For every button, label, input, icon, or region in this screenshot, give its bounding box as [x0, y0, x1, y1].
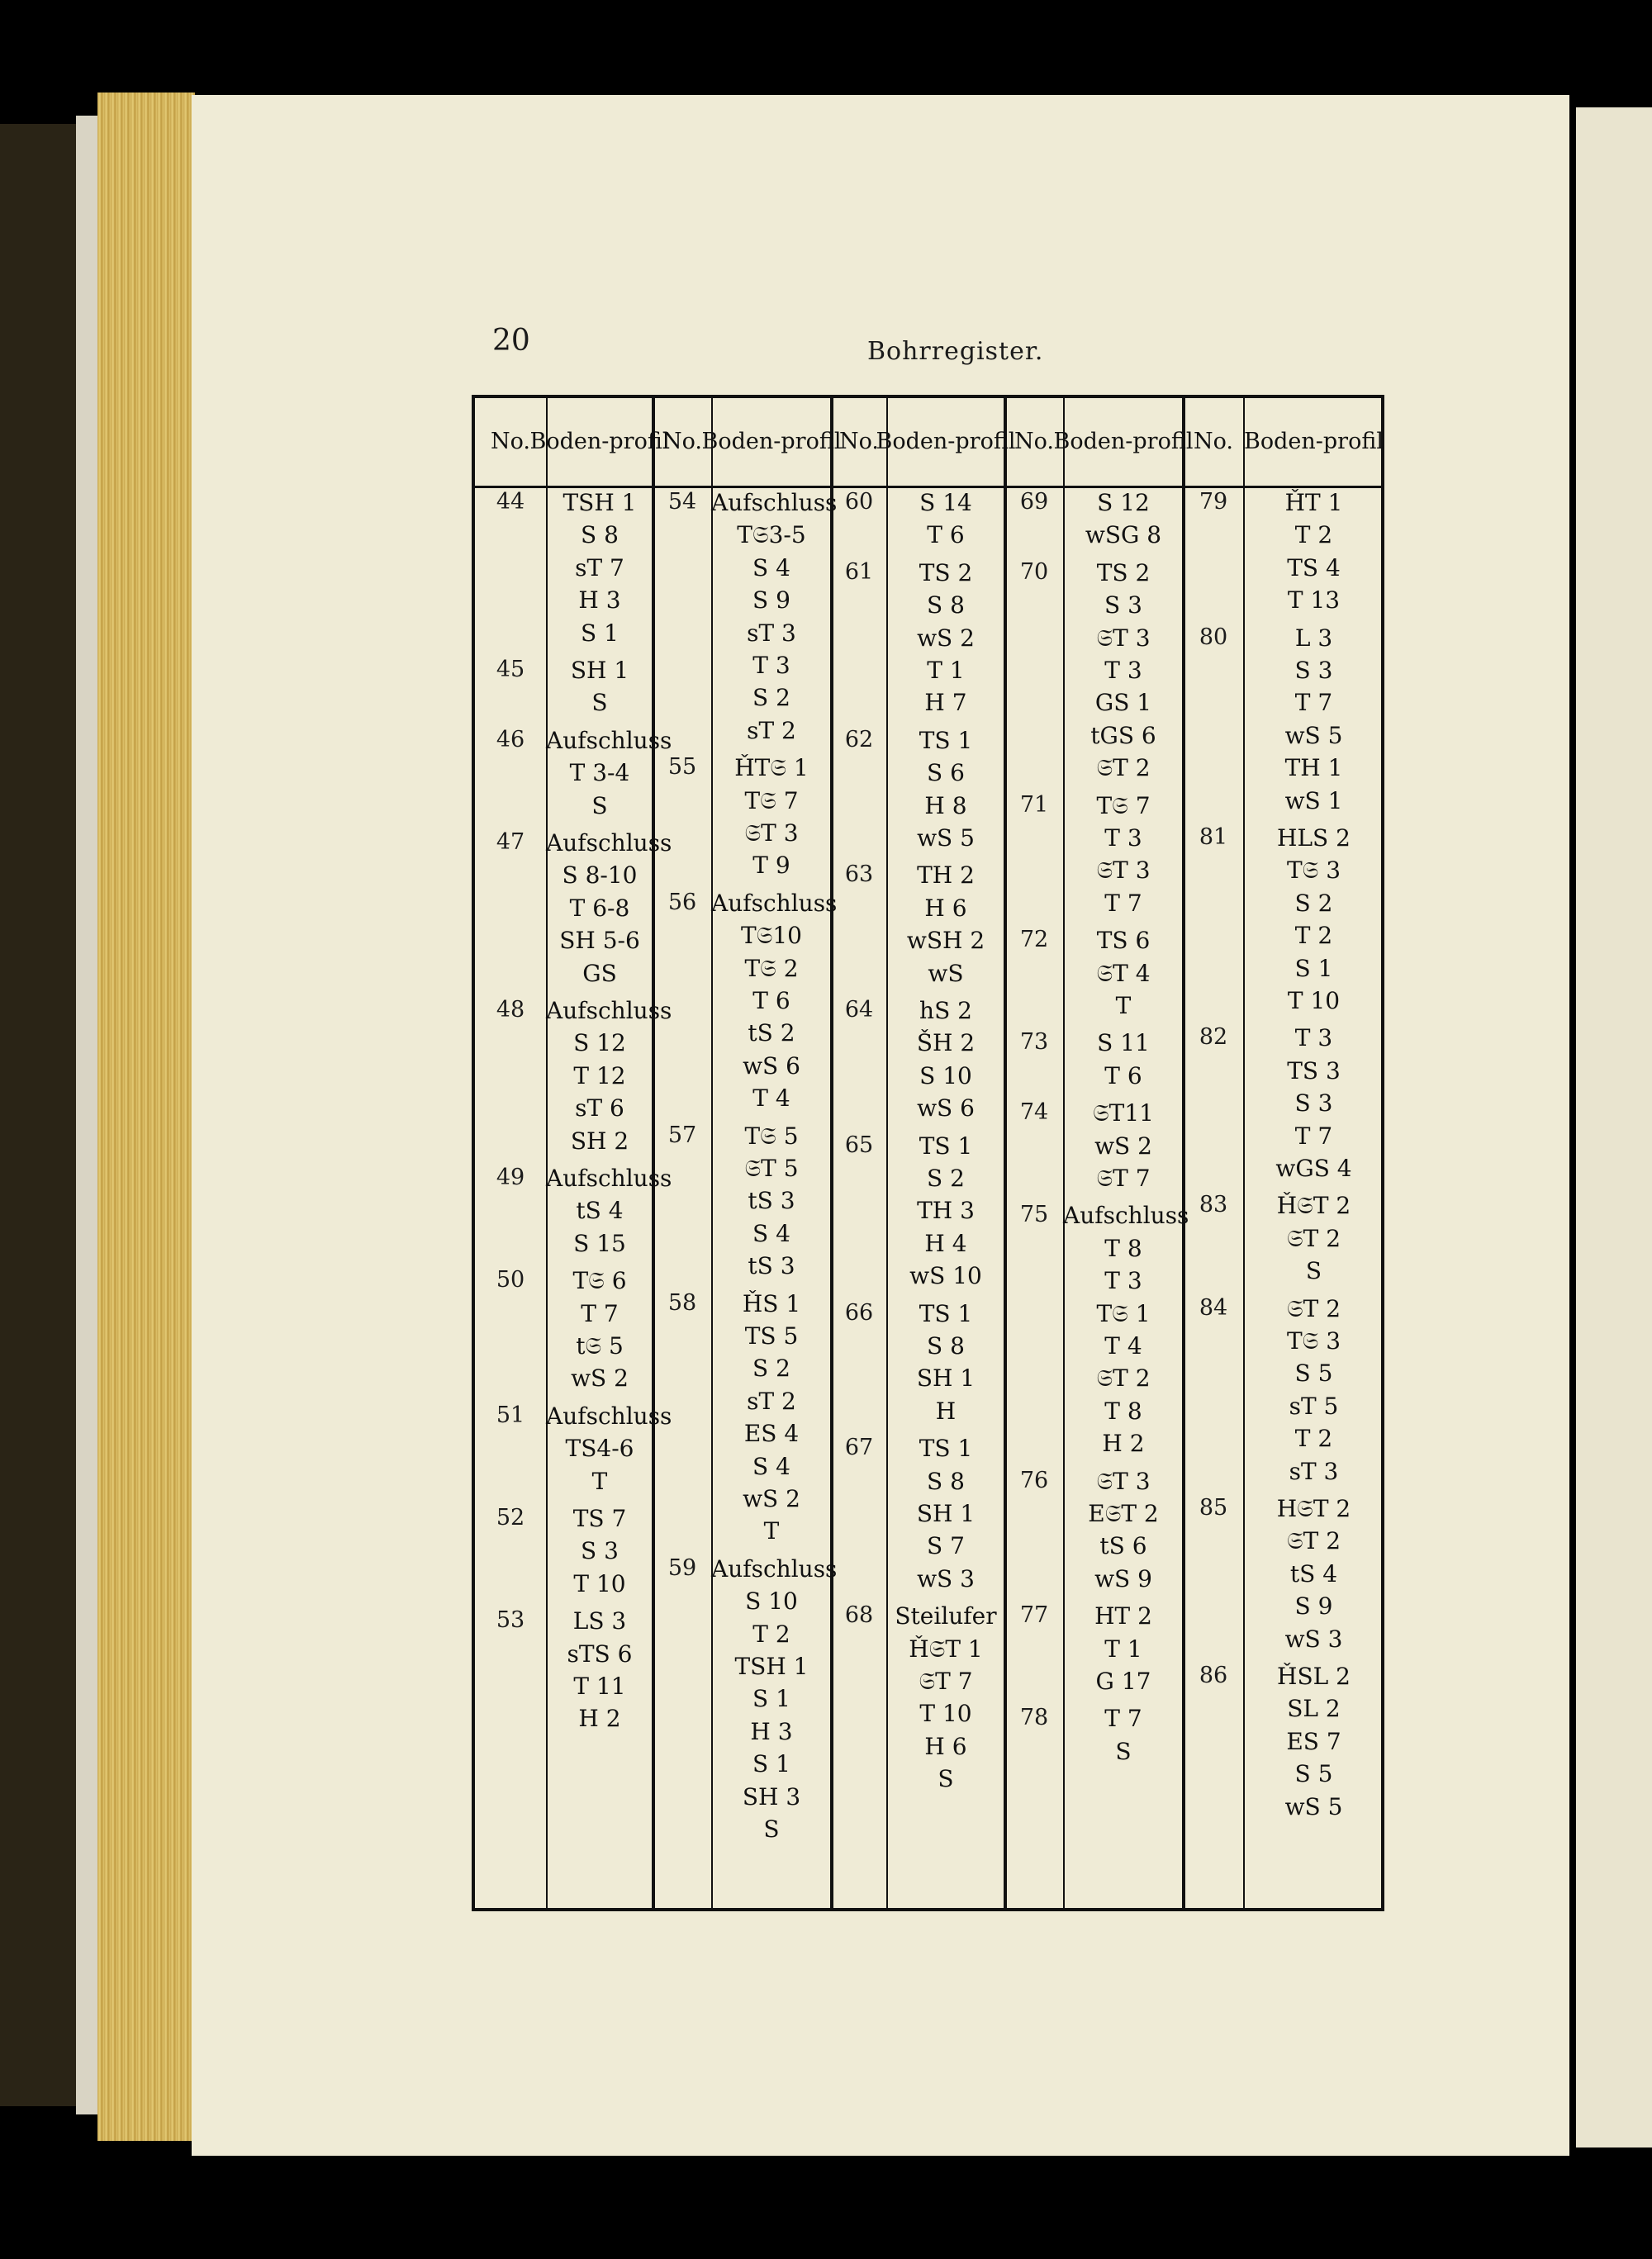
bohrung-number: 47 — [496, 829, 525, 855]
profile-layer: wS 3 — [1284, 1625, 1343, 1653]
profile-layer: TS 2 — [1096, 558, 1151, 586]
profile-layer: T 2 — [1294, 1425, 1333, 1453]
profile-layer: wS 10 — [909, 1262, 982, 1290]
profile-layer: S 8 — [927, 1467, 965, 1495]
profile-layer: ȞSL 2 — [1277, 1663, 1351, 1690]
profile-layer: sT 2 — [747, 1387, 796, 1415]
header-no: No. — [1014, 429, 1054, 454]
profile-layer: H 4 — [924, 1229, 967, 1257]
profile-layer: 𝔖T 2 — [1096, 1364, 1151, 1393]
profile-layer: H 3 — [578, 586, 621, 615]
bohrung-number: 59 — [667, 1554, 697, 1581]
page-number: 20 — [492, 324, 530, 358]
profile-layer: ȞT 1 — [1284, 489, 1343, 516]
profile-layer: T 8 — [1104, 1234, 1142, 1262]
profile-layer: S 12 — [1097, 489, 1150, 516]
bohrung-number: 81 — [1199, 824, 1228, 850]
bohrung-number: 67 — [844, 1435, 874, 1461]
header-bodenprofil — [1053, 398, 1194, 486]
profile-layer: L 3 — [1294, 624, 1333, 652]
profile-layer: TS 1 — [919, 1435, 973, 1463]
profile-layer: wS 6 — [917, 1094, 975, 1122]
profile-layer: T𝔖 7 — [744, 786, 799, 814]
profile-layer: T 7 — [1104, 889, 1142, 917]
profile-layer: ŠH 2 — [916, 1029, 976, 1057]
profile-layer: S — [591, 791, 608, 819]
profile-layer: 𝔖T 4 — [1096, 959, 1151, 987]
profile-layer: SL 2 — [1287, 1695, 1341, 1723]
profile-layer: H 3 — [750, 1717, 793, 1745]
bohrung-number: 85 — [1199, 1495, 1228, 1521]
bohrung-number: 77 — [1019, 1602, 1049, 1629]
bohrung-number: 84 — [1199, 1294, 1228, 1321]
profile-layer: Aufschluss — [546, 1165, 672, 1192]
profile-layer: ȞS 1 — [742, 1289, 801, 1317]
bohrung-number: 66 — [844, 1299, 874, 1326]
bohrung-number: 45 — [496, 657, 525, 682]
bohrung-number: 58 — [667, 1289, 697, 1316]
profile-layer: tS 4 — [576, 1197, 624, 1225]
bohrung-number: 54 — [667, 489, 697, 515]
profile-layer: wS 9 — [1094, 1564, 1152, 1592]
profile-layer: Aufschluss — [546, 726, 672, 754]
profile-layer: T𝔖 2 — [744, 954, 799, 982]
profile-layer: T𝔖 3 — [1286, 857, 1341, 885]
profile-layer: 𝔖T 7 — [1096, 1165, 1151, 1192]
bohrung-number: 82 — [1199, 1024, 1228, 1051]
profile-layer: tS 6 — [1099, 1532, 1147, 1560]
profile-layer: LS 3 — [572, 1607, 627, 1635]
profile-layer: H — [935, 1397, 957, 1425]
profile-layer: TS4-6 — [565, 1435, 634, 1463]
profile-layer: SH 1 — [570, 657, 629, 684]
profile-layer: T — [763, 1517, 780, 1545]
profile-layer: wSH 2 — [906, 927, 985, 955]
bohrregister-table — [472, 395, 1384, 1911]
profile-layer: t𝔖 5 — [576, 1332, 624, 1360]
profile-layer: S 2 — [927, 1165, 965, 1192]
profile-layer: Aufschluss — [711, 1554, 838, 1583]
profile-layer: SH 1 — [916, 1500, 976, 1527]
profile-layer: 𝔖T 2 — [1096, 754, 1151, 782]
bohrung-number: 68 — [844, 1602, 874, 1629]
profile-layer: HT 2 — [1094, 1602, 1152, 1630]
profile-layer: S 14 — [919, 489, 972, 516]
profile-layer: T 4 — [752, 1084, 790, 1113]
bohrung-number: 48 — [496, 997, 525, 1023]
profile-layer: S 6 — [927, 759, 965, 787]
bohrung-number: 78 — [1019, 1705, 1049, 1731]
profile-layer: T 7 — [1294, 1122, 1333, 1150]
profile-layer: TSH 1 — [563, 489, 637, 516]
header-label-line: profil — [781, 429, 842, 454]
profile-layer: S 1 — [752, 1685, 790, 1713]
profile-layer: Ȟ𝔖T 2 — [1276, 1192, 1351, 1220]
profile-layer: T 1 — [927, 657, 965, 684]
profile-layer: Aufschluss — [1063, 1202, 1189, 1230]
profile-layer: S 3 — [1104, 591, 1142, 619]
profile-layer: wS — [928, 959, 964, 987]
profile-layer: T𝔖 6 — [572, 1267, 627, 1295]
profile-layer: GS — [582, 959, 617, 987]
bohrung-number: 79 — [1199, 489, 1228, 515]
bohrung-number: 52 — [496, 1505, 525, 1531]
profile-layer: hS 2 — [919, 997, 972, 1024]
profile-layer: sT 3 — [1289, 1457, 1339, 1485]
profile-layer: TS 6 — [1096, 927, 1151, 955]
profile-layer: S 12 — [573, 1029, 626, 1057]
profile-layer: Aufschluss — [546, 997, 672, 1024]
bohrung-number: 83 — [1199, 1192, 1228, 1218]
profile-layer: TS 4 — [1287, 553, 1341, 581]
profile-layer: TH 1 — [1284, 754, 1343, 782]
profile-layer: T 3 — [1104, 824, 1142, 852]
profile-layer: S — [1115, 1737, 1132, 1765]
profile-layer: 𝔖T 2 — [1286, 1294, 1341, 1322]
bohrung-number: 53 — [496, 1607, 525, 1634]
profile-layer: T 7 — [1294, 689, 1333, 717]
profile-layer: Aufschluss — [546, 1402, 672, 1430]
profile-layer: S — [763, 1815, 780, 1843]
profile-layer: T 2 — [1294, 922, 1333, 950]
header-label-line: profil — [955, 429, 1016, 454]
profile-layer: wS 2 — [743, 1485, 800, 1512]
facing-page-edge — [1576, 107, 1652, 2147]
profile-layer: S 3 — [581, 1537, 619, 1565]
profile-layer: tS 3 — [748, 1252, 795, 1280]
profile-layer: S 2 — [1294, 889, 1333, 917]
profile-layer: S 9 — [752, 586, 790, 615]
bohrung-number: 72 — [1019, 927, 1049, 953]
profile-layer: SH 3 — [742, 1782, 801, 1811]
header-no: No. — [839, 429, 879, 454]
profile-layer: T𝔖 7 — [1096, 791, 1151, 819]
profile-layer: sT 3 — [747, 619, 796, 647]
profile-layer: TSH 1 — [734, 1653, 809, 1680]
profile-layer: S 4 — [752, 1219, 790, 1247]
profile-layer: Aufschluss — [711, 489, 838, 516]
profile-layer: S 8 — [581, 521, 619, 549]
profile-layer: S — [591, 689, 608, 717]
profile-layer: TS 1 — [919, 1132, 973, 1160]
profile-layer: S 1 — [752, 1750, 790, 1778]
profile-layer: ES 7 — [1286, 1727, 1341, 1755]
profile-layer: T 3 — [1104, 657, 1142, 684]
profile-layer: S 3 — [1294, 1089, 1333, 1118]
bohrung-number: 69 — [1019, 489, 1049, 515]
profile-layer: GS 1 — [1094, 689, 1152, 717]
profile-layer: S 9 — [1294, 1592, 1333, 1621]
profile-layer: wS 5 — [917, 824, 975, 852]
profile-layer: T𝔖 3 — [1286, 1327, 1341, 1355]
bohrung-number: 65 — [844, 1132, 874, 1158]
profile-layer: T 8 — [1104, 1397, 1142, 1425]
header-label-line: Boden- — [701, 429, 781, 454]
bohrung-number: 49 — [496, 1165, 525, 1190]
header-no: No. — [491, 429, 530, 454]
profile-layer: S 10 — [745, 1587, 798, 1616]
profile-layer: TS 3 — [1287, 1056, 1341, 1084]
profile-layer: tS 3 — [748, 1187, 795, 1215]
header-label-line: Boden- — [1244, 429, 1323, 454]
profile-layer: 𝔖T11 — [1093, 1099, 1154, 1127]
profile-layer: wS 1 — [1284, 786, 1343, 814]
profile-layer: T 10 — [1287, 987, 1341, 1014]
profile-layer: 𝔖T 3 — [1096, 857, 1151, 885]
header-bodenprofil — [876, 398, 1016, 486]
profile-layer: H 6 — [924, 1732, 967, 1760]
profile-layer: TS 7 — [572, 1505, 627, 1532]
profile-layer: T 7 — [581, 1299, 619, 1327]
bohrung-number: 60 — [844, 489, 874, 515]
profile-layer: wSG 8 — [1085, 521, 1162, 549]
profile-layer: TS 2 — [919, 558, 973, 586]
profile-layer: 𝔖T 2 — [1286, 1224, 1341, 1252]
profile-layer: S 3 — [1294, 657, 1333, 684]
profile-layer: wS 3 — [917, 1564, 975, 1592]
header-no: No. — [662, 429, 702, 454]
profile-layer: wS 5 — [1284, 1792, 1343, 1820]
header-label-line: profil — [609, 429, 670, 454]
bohrung-number: 61 — [844, 558, 874, 585]
profile-layer: TS 1 — [919, 1299, 973, 1327]
bohrung-number: 57 — [667, 1122, 697, 1148]
profile-layer: T 10 — [573, 1569, 626, 1597]
page-edges — [97, 93, 195, 2141]
profile-layer: TS 1 — [919, 726, 973, 754]
bohrung-number: 44 — [496, 489, 525, 515]
bohrung-number: 63 — [844, 861, 874, 888]
profile-layer: H𝔖T 2 — [1276, 1495, 1351, 1522]
bohrung-number: 56 — [667, 889, 697, 915]
bohrung-number: 71 — [1019, 791, 1049, 818]
profile-layer: wS 2 — [917, 624, 975, 652]
profile-layer: ES 4 — [743, 1420, 800, 1448]
profile-layer: Ȟ𝔖T 1 — [909, 1635, 983, 1663]
profile-layer: sT 5 — [1289, 1392, 1339, 1420]
bohrung-number: 51 — [496, 1402, 525, 1428]
profile-layer: S — [1305, 1257, 1322, 1285]
profile-layer: T 2 — [752, 1620, 790, 1648]
header-label-line: Boden- — [1053, 429, 1133, 454]
bohrung-number: 50 — [496, 1267, 525, 1293]
profile-layer: H 2 — [1102, 1430, 1145, 1458]
bohrung-number: 55 — [667, 754, 697, 781]
profile-layer: sT 7 — [575, 553, 624, 581]
profile-layer: T 7 — [1104, 1705, 1142, 1733]
profile-layer: S 1 — [1294, 954, 1333, 982]
profile-layer: ȞT𝔖 1 — [734, 754, 809, 782]
profile-layer: S 10 — [919, 1061, 972, 1089]
profile-layer: 𝔖T 3 — [744, 819, 799, 847]
profile-layer: S — [938, 1765, 954, 1793]
profile-layer: TS 5 — [744, 1322, 799, 1350]
profile-layer: T 2 — [1294, 521, 1333, 549]
bohrung-number: 70 — [1019, 558, 1049, 585]
profile-layer: wGS 4 — [1275, 1155, 1352, 1182]
profile-layer: sTS 6 — [567, 1640, 633, 1668]
header-label-line: profil — [1322, 429, 1384, 454]
profile-layer: S 8 — [927, 1332, 965, 1360]
bohrung-number: 86 — [1199, 1663, 1228, 1688]
profile-layer: 𝔖T 3 — [1096, 624, 1151, 652]
profile-layer: T𝔖 5 — [744, 1122, 799, 1150]
header-label-line: Boden- — [529, 429, 610, 454]
profile-layer: T 6 — [927, 521, 965, 549]
profile-layer: S 2 — [752, 684, 790, 712]
running-head: Bohrregister. — [867, 337, 1044, 366]
profile-layer: T — [591, 1467, 608, 1495]
profile-layer: tS 2 — [748, 1019, 795, 1047]
profile-layer: T𝔖10 — [741, 922, 802, 950]
profile-layer: T 6-8 — [569, 894, 630, 922]
profile-layer: S 4 — [752, 553, 790, 581]
profile-layer: T 11 — [573, 1673, 626, 1700]
profile-layer: S 8-10 — [562, 861, 638, 890]
profile-layer: S 11 — [1097, 1029, 1150, 1057]
bohrung-number: 76 — [1019, 1467, 1049, 1493]
profile-layer: S 8 — [927, 591, 965, 619]
bohrung-number: 74 — [1019, 1099, 1049, 1126]
profile-layer: Aufschluss — [546, 829, 672, 857]
profile-layer: tS 4 — [1289, 1559, 1338, 1587]
profile-layer: TH 2 — [917, 861, 975, 890]
profile-layer: S 2 — [752, 1355, 790, 1383]
profile-layer: tGS 6 — [1090, 721, 1156, 749]
profile-layer: 𝔖T 7 — [919, 1668, 973, 1695]
profile-layer: T𝔖 1 — [1096, 1299, 1151, 1327]
profile-layer: T 10 — [919, 1700, 972, 1728]
profile-layer: T 4 — [1104, 1332, 1142, 1360]
profile-layer: sT 6 — [575, 1094, 624, 1122]
profile-layer: T 3 — [752, 652, 790, 679]
profile-layer: wS 2 — [571, 1364, 629, 1393]
profile-layer: H 2 — [578, 1705, 621, 1733]
profile-layer: H 6 — [924, 894, 967, 922]
bohrung-number: 73 — [1019, 1029, 1049, 1056]
profile-layer: SH 1 — [916, 1364, 976, 1393]
profile-layer: T 6 — [1104, 1061, 1142, 1089]
header-no: No. — [1194, 429, 1233, 454]
profile-layer: S 1 — [581, 619, 619, 647]
profile-layer: S 4 — [752, 1452, 790, 1480]
profile-layer: T 3-4 — [569, 759, 630, 787]
profile-layer: T — [1115, 992, 1132, 1019]
bohrung-number: 62 — [844, 726, 874, 752]
profile-layer: wS 6 — [743, 1051, 800, 1080]
profile-layer: T 3 — [1294, 1024, 1333, 1052]
profile-layer: G 17 — [1095, 1668, 1151, 1695]
profile-layer: H 7 — [924, 689, 967, 717]
profile-layer: E𝔖T 2 — [1088, 1500, 1159, 1527]
profile-layer: T 9 — [752, 852, 790, 880]
profile-layer: Steilufer — [895, 1602, 997, 1630]
profile-layer: H 8 — [924, 791, 967, 819]
header-bodenprofil — [701, 398, 842, 486]
profile-layer: 𝔖T 3 — [1096, 1467, 1151, 1495]
header-label-line: Boden- — [876, 429, 956, 454]
profile-layer: T 12 — [573, 1061, 626, 1089]
profile-layer: T 13 — [1287, 586, 1341, 615]
profile-layer: S 15 — [573, 1229, 626, 1257]
profile-layer: T 1 — [1104, 1635, 1142, 1663]
bohrung-number: 64 — [844, 997, 874, 1023]
header-bodenprofil — [529, 398, 670, 486]
profile-layer: TH 3 — [917, 1197, 975, 1225]
header-rule — [475, 486, 1381, 488]
profile-layer: wS 5 — [1284, 721, 1343, 749]
profile-layer: T𝔖3-5 — [737, 521, 806, 549]
bohrung-number: 75 — [1019, 1202, 1049, 1228]
header-bodenprofil — [1243, 398, 1384, 486]
book-spine-shadow — [0, 124, 78, 2106]
profile-layer: wS 2 — [1094, 1132, 1152, 1160]
profile-layer: SH 5-6 — [559, 927, 640, 955]
profile-layer: T 3 — [1104, 1267, 1142, 1295]
profile-layer: sT 2 — [747, 716, 796, 744]
profile-layer: Aufschluss — [711, 889, 838, 917]
profile-layer: S 5 — [1294, 1360, 1333, 1388]
profile-layer: S 7 — [927, 1532, 965, 1560]
profile-layer: 𝔖T 2 — [1286, 1527, 1341, 1555]
bohrung-number: 80 — [1199, 624, 1228, 650]
profile-layer: HLS 2 — [1277, 824, 1351, 852]
profile-layer: 𝔖T 5 — [744, 1155, 799, 1182]
profile-layer: S 5 — [1294, 1760, 1333, 1788]
header-label-line: profil — [1132, 429, 1194, 454]
profile-layer: T 6 — [752, 987, 790, 1014]
bohrung-number: 46 — [496, 726, 525, 752]
profile-layer: SH 2 — [570, 1127, 629, 1155]
